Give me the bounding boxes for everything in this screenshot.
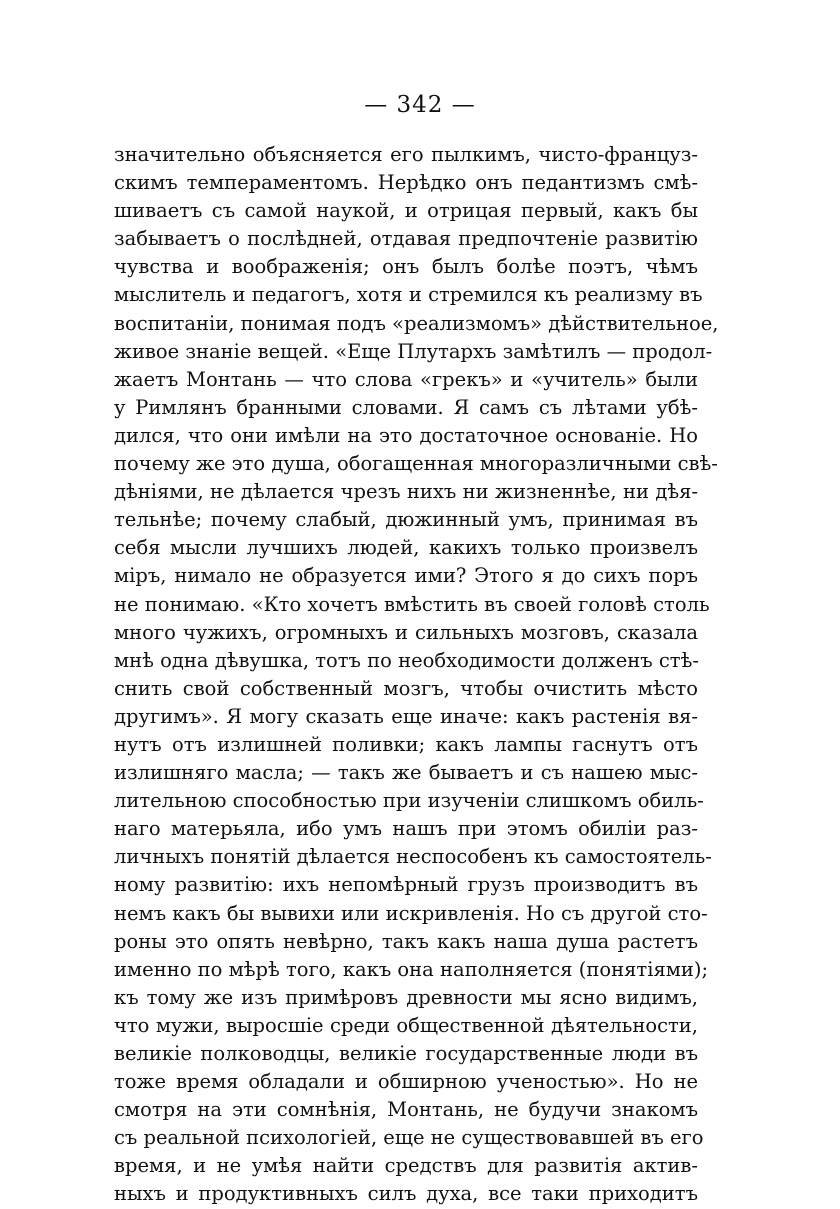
text-line: тоже время обладали и обширною ученостью». Но не [114, 1070, 698, 1094]
text-line: что мужи, выросшіе среди общественной дѣятельности, [114, 1013, 698, 1037]
text-line: себя мысли лучшихъ людей, какихъ только произвелъ [114, 536, 698, 560]
text-line: мнѣ одна дѣвушка, тотъ по необходимости долженъ стѣ- [114, 648, 699, 672]
text-line: великіе полководцы, великіе государственные люди въ [114, 1042, 698, 1065]
text-line: нутъ отъ излишней поливки; какъ лампы гаснутъ отъ [114, 732, 698, 756]
text-line: шиваетъ съ самой наукой, и отрицая первый, какъ бы [114, 199, 698, 223]
text-line: дѣніями, не дѣлается чрезъ нихъ ни жизненнѣе, ни дѣя- [114, 480, 698, 504]
text-line: почему же это душа, обогащенная многоразличными свѣ- [114, 452, 718, 476]
text-line: съ реальной психологіей, еще не существовавшей въ его [114, 1126, 704, 1150]
text-line: дился, что они имѣли на это достаточное основаніе. Но [114, 423, 698, 447]
text-line: время, и не умѣя найти средствъ для развитія актив- [114, 1154, 698, 1178]
text-line: забываетъ о послѣдней, отдавая предпочтеніе развитію [114, 227, 698, 251]
text-line: наго матерьяла, ибо умъ нашъ при этомъ обиліи раз- [114, 817, 698, 841]
text-line: значительно объясняется его пылкимъ, чисто-француз- [114, 143, 698, 166]
text-line: немъ какъ бы вывихи или искривленія. Но съ другой сто- [114, 901, 708, 925]
text-line: много чужихъ, огромныхъ и сильныхъ мозговъ, сказала [114, 620, 698, 644]
text-line: смотря на эти сомнѣнія, Монтань, не будучи знакомъ [114, 1098, 698, 1122]
text-line: другимъ». Я могу сказать еще иначе: какъ растенія вя- [114, 704, 698, 728]
text-line: ному развитію: ихъ непомѣрный грузъ производитъ въ [114, 873, 698, 897]
text-line: тельнѣе; почему слабый, дюжинный умъ, принимая въ [114, 508, 698, 532]
text-line: у Римлянъ бранными словами. Я самъ съ лѣтами убѣ- [114, 395, 698, 419]
text-line: излишняго масла; — такъ же бываетъ и съ нашею мыс- [114, 761, 698, 785]
text-line: чувства и воображенія; онъ былъ болѣе поэтъ, чѣмъ [114, 255, 698, 279]
body-text [114, 141, 719, 1209]
text-line: къ тому же изъ примѣровъ древности мы ясно видимъ, [114, 985, 698, 1009]
text-line: скимъ темпераментомъ. Нерѣдко онъ педантизмъ смѣ- [114, 171, 698, 195]
text-line: мыслитель и педагогъ, хотя и стремился къ реализму въ [114, 283, 703, 307]
text-line: лительною способностью при изученіи слишкомъ обиль- [114, 789, 704, 813]
text-line: личныхъ понятій дѣлается неспособенъ къ самостоятель- [114, 845, 712, 869]
text-line: не понимаю. «Кто хочетъ вмѣстить въ своей головѣ столь [114, 592, 710, 616]
text-line: именно по мѣрѣ того, какъ она наполняется (понятіями); [114, 957, 709, 981]
text-line: снить свой собственный мозгъ, чтобы очистить мѣсто [114, 676, 698, 700]
text-line: воспитаніи, понимая подъ «реализмомъ» дѣйствительное, [114, 311, 719, 335]
text-line: роны это опять невѣрно, такъ какъ наша душа растетъ [114, 929, 698, 953]
text-line: ныхъ и продуктивныхъ силъ духа, все таки приходитъ [114, 1182, 698, 1206]
page-number: — 342 — [364, 92, 476, 118]
text-line: жаетъ Монтань — что слова «грекъ» и «учитель» были [114, 367, 698, 391]
text-line: живое знаніе вещей. «Еще Плутархъ замѣтилъ — продол- [114, 339, 713, 363]
text-line: міръ, нимало не образуется ими? Этого я до сихъ поръ [114, 564, 698, 588]
